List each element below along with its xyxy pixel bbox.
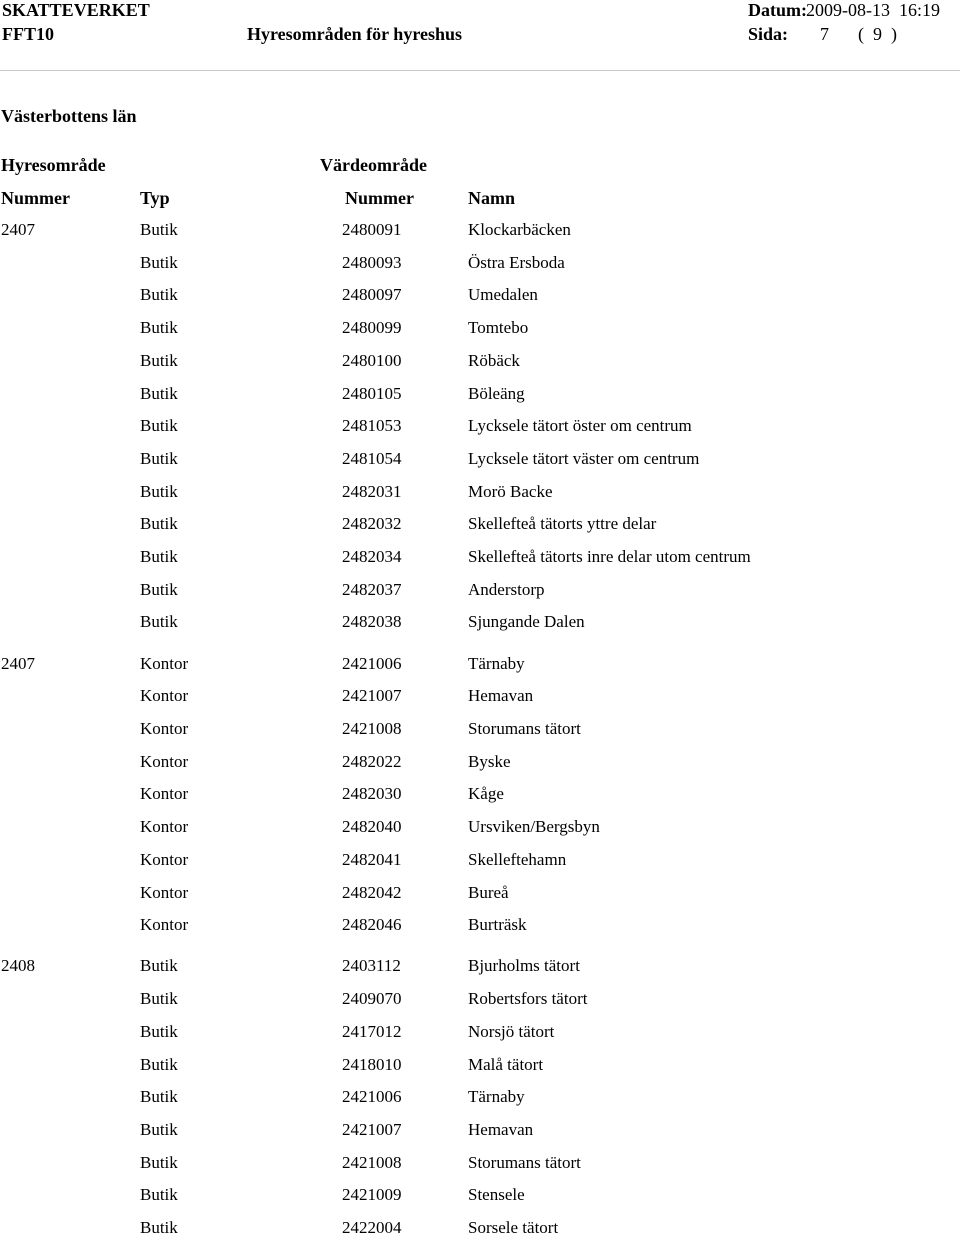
cell-namn: Böleäng [468,383,525,403]
cell-vardeomrade-nummer: 2482041 [342,849,402,869]
table-row [0,253,960,281]
cell-typ: Butik [140,1218,178,1237]
table-row [0,547,960,575]
form-code: FFT10 [2,24,54,44]
date-value: 2009-08-13 16:19 [806,0,940,20]
cell-namn: Lycksele tätort väster om centrum [468,448,700,468]
cell-typ: Kontor [140,817,189,837]
table-row [0,686,960,714]
cell-namn: Sjungande Dalen [468,612,585,632]
cell-namn: Norsjö tätort [468,1021,555,1041]
table-row [0,989,960,1017]
cell-typ: Butik [140,448,178,468]
table-row [0,915,960,943]
report-title: Hyresområden för hyreshus [247,24,463,44]
table-row [0,285,960,313]
cell-namn: Klockarbäcken [468,220,571,239]
table-row [0,1055,960,1083]
cell-typ: Butik [140,989,178,1009]
table-row [0,220,960,248]
cell-vardeomrade-nummer: 2421008 [342,719,402,738]
cell-hyresomrade-nummer: 2407 [1,653,35,673]
cell-typ: Butik [140,318,178,338]
table-row [0,482,960,510]
cell-vardeomrade-nummer: 2421009 [342,1185,402,1205]
table-row [0,612,960,640]
table-row [0,850,960,878]
cell-vardeomrade-nummer: 2403112 [342,956,401,976]
cell-vardeomrade-nummer: 2421007 [342,686,402,706]
cell-typ: Butik [140,350,178,370]
cell-namn: Skelleftehamn [468,849,567,869]
table-row [0,1022,960,1050]
cell-vardeomrade-nummer: 2418010 [342,1054,402,1074]
cell-typ: Kontor [140,719,189,738]
cell-namn: Tomtebo [468,318,529,338]
cell-vardeomrade-nummer: 2482042 [342,882,402,902]
table-row [0,514,960,542]
cell-namn: Kåge [468,784,504,804]
cell-namn: Lycksele tätort öster om centrum [468,416,692,436]
cell-typ: Butik [140,1054,178,1074]
cell-vardeomrade-nummer: 2482031 [342,481,402,501]
cell-namn: Bureå [468,882,509,902]
table-row [0,719,960,747]
column-header-typ: Typ [140,188,170,208]
cell-typ: Butik [140,579,178,599]
cell-namn: Skellefteå tätorts inre delar utom centrum [468,547,751,566]
cell-namn: Malå tätort [468,1054,544,1074]
date-label: Datum: [748,0,807,20]
cell-namn: Ursviken/Bergsbyn [468,817,600,837]
page-number: 7 [820,24,829,44]
table-row [0,351,960,379]
table-row [0,654,960,682]
cell-namn: Morö Backe [468,481,553,501]
column-header-nummer: Nummer [1,188,70,208]
cell-vardeomrade-nummer: 2482040 [342,817,402,837]
cell-namn: Robertsfors tätort [468,989,588,1009]
cell-typ: Butik [140,1087,178,1107]
cell-typ: Butik [140,1185,178,1205]
cell-typ: Butik [140,1119,178,1139]
cell-vardeomrade-nummer: 2480097 [342,285,402,305]
cell-typ: Butik [140,220,178,239]
cell-vardeomrade-nummer: 2482038 [342,612,402,632]
cell-vardeomrade-nummer: 2409070 [342,989,402,1009]
table-row [0,416,960,444]
cell-typ: Butik [140,612,178,632]
cell-vardeomrade-nummer: 2482022 [342,751,402,771]
table-row [0,1218,960,1246]
cell-typ: Butik [140,956,178,976]
table-row [0,883,960,911]
cell-vardeomrade-nummer: 2481053 [342,416,402,436]
cell-typ: Kontor [140,849,189,869]
cell-vardeomrade-nummer: 2482032 [342,514,402,534]
cell-vardeomrade-nummer: 2422004 [342,1218,402,1237]
cell-typ: Butik [140,252,178,272]
column-header-namn: Namn [468,188,516,208]
table-row [0,817,960,845]
cell-vardeomrade-nummer: 2480091 [342,220,402,239]
cell-typ: Butik [140,383,178,403]
table-row [0,1185,960,1213]
cell-namn: Umedalen [468,285,538,305]
table-row [0,752,960,780]
cell-typ: Kontor [140,751,189,771]
table-row [0,449,960,477]
header-divider [0,70,960,71]
cell-namn: Tärnaby [468,653,525,673]
cell-typ: Kontor [140,653,189,673]
cell-typ: Butik [140,481,178,501]
cell-vardeomrade-nummer: 2421006 [342,653,402,673]
cell-typ: Kontor [140,784,189,804]
column-group-hyresomrade: Hyresområde [1,155,106,175]
cell-vardeomrade-nummer: 2482046 [342,915,402,935]
cell-typ: Butik [140,416,178,436]
table-row [0,1087,960,1115]
cell-vardeomrade-nummer: 2482034 [342,547,402,566]
cell-namn: Anderstorp [468,579,545,599]
cell-typ: Butik [140,547,178,566]
cell-vardeomrade-nummer: 2417012 [342,1021,402,1041]
cell-namn: Skellefteå tätorts yttre delar [468,514,657,534]
cell-namn: Sorsele tätort [468,1218,559,1237]
cell-namn: Byske [468,751,511,771]
cell-hyresomrade-nummer: 2407 [1,220,35,239]
table-row [0,384,960,412]
region-title: Västerbottens län [1,106,137,126]
table-row [0,784,960,812]
cell-namn: Storumans tätort [468,1152,581,1172]
cell-typ: Butik [140,514,178,534]
cell-typ: Kontor [140,686,189,706]
cell-namn: Östra Ersboda [468,252,565,272]
cell-vardeomrade-nummer: 2481054 [342,448,402,468]
cell-namn: Röbäck [468,350,520,370]
cell-vardeomrade-nummer: 2482030 [342,784,402,804]
cell-vardeomrade-nummer: 2480100 [342,350,402,370]
cell-vardeomrade-nummer: 2421006 [342,1087,402,1107]
table-row [0,318,960,346]
cell-typ: Butik [140,1021,178,1041]
cell-typ: Kontor [140,882,189,902]
cell-vardeomrade-nummer: 2480099 [342,318,402,338]
cell-vardeomrade-nummer: 2421008 [342,1152,402,1172]
table-row [0,580,960,608]
cell-namn: Stensele [468,1185,525,1205]
org-name: SKATTEVERKET [2,0,150,20]
page-label: Sida: [748,24,789,44]
cell-typ: Butik [140,285,178,305]
cell-namn: Bjurholms tätort [468,956,580,976]
cell-vardeomrade-nummer: 2480105 [342,383,402,403]
cell-namn: Tärnaby [468,1087,525,1107]
page-total: ( 9 ) [858,24,897,44]
cell-namn: Hemavan [468,686,534,706]
cell-typ: Kontor [140,915,189,935]
column-header-vardeomrade-nummer: Nummer [345,188,414,208]
cell-vardeomrade-nummer: 2421007 [342,1119,402,1139]
cell-namn: Hemavan [468,1119,534,1139]
cell-namn: Storumans tätort [468,719,581,738]
table-row [0,1153,960,1181]
cell-typ: Butik [140,1152,178,1172]
cell-vardeomrade-nummer: 2482037 [342,579,402,599]
column-group-vardeomrade: Värdeområde [320,155,427,175]
cell-namn: Burträsk [468,915,527,935]
table-row [0,956,960,984]
cell-hyresomrade-nummer: 2408 [1,956,35,976]
cell-vardeomrade-nummer: 2480093 [342,252,402,272]
table-row [0,1120,960,1148]
